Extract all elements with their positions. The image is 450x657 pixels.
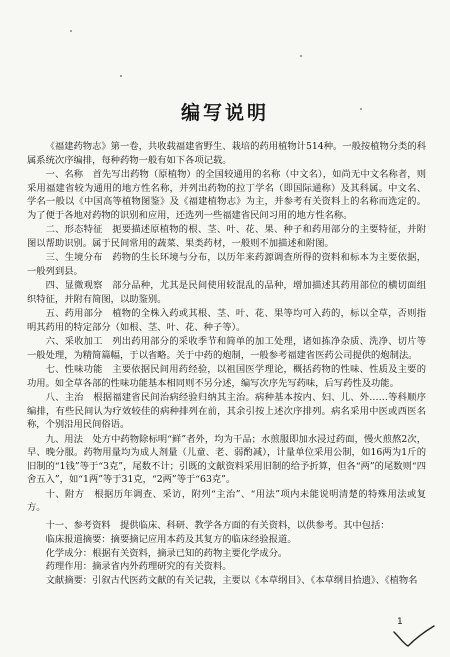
handwritten-check-mark	[392, 624, 436, 650]
intro-paragraph: 《福建药物志》第一卷，共收载福建省野生、栽培的药用植物计514种。一般按植物分类的科属系统次序编排，每种药物一般有如下各项记载。	[27, 141, 426, 166]
subitem-literature: 文献摘要：引叙古代医药文献的有关记载，主要以《本草纲目》、《本草纲目拾遗》、《植物名	[45, 574, 418, 586]
page-title: 编写说明	[180, 102, 269, 124]
section-5-medicinal-part: 五、药用部分 植物的全株入药或其根、茎、叶、花、果等均可入药的，标以全草，否则指明其药用的特定部分（如根、茎、叶、花、种子等）。	[27, 308, 426, 333]
section-9-usage: 九、用法 处方中药物除标明“鲜”者外，均为干品；水煎服即加水浸过药面，慢火煎熬2次，早、晚分服。药物用量均为成人剂量（儿童、老、弱酌减），计量单位采用公制，如16两为1斤的旧制的“1钱”等于“3克”，尾数不计；引既的文献资料采用旧制的给予折算，但各“两”的尾数则“四舍五入”，如“1两”等于31克，“2两”等于“63克”。	[27, 433, 426, 485]
subitem-clinical: 临床报道摘要：摘要摘记应用本药及其复方的临床经验报道。	[45, 534, 297, 545]
scan-speck	[70, 30, 72, 32]
subitem-pharmacology: 药理作用：摘录省内外药理研究的有关资料。	[45, 561, 232, 572]
scan-speck	[360, 108, 362, 110]
section-7-properties: 七、性味功能 主要依据民间用药经验，以祖国医学理论，概括药物的性味、性质及主要的功用。如全草各部的性味功能基本相同则不另分述，编写次序先写药味，后写药性及功能。	[27, 364, 426, 389]
section-4-microscopy: 四、显微观察 部分品种，尤其是民间使用较混乱的品种，增加描述其药用部位的横切面组织特征，并附有简图，以助鉴别。	[27, 280, 426, 305]
section-8-indications: 八、主治 根据福建省民间治病经验归纳其主治。病种基本按内、妇、儿、外……等科顺序编排，有些民间认为疗效较佳的病种排列在前，其余引按上述次序排列。病名采用中医或西医名称，个别沿用民间俗语。	[27, 392, 426, 430]
body-text	[27, 140, 426, 587]
subitem-chemistry: 化学成分：根据有关资料，摘录已知的药物主要化学成分。	[45, 547, 288, 559]
scan-speck	[120, 75, 122, 77]
section-1-name: 一、名称 首先写出药物（原植物）的全国较通用的名称（中文名），如尚无中文名称者，则采用福建省较为通用的地方性名称，并列出药物的拉丁学名（即国际通称）及其科属。中文名、学名一般以《中国高等植物图鉴》及《福建植物志》为主，并参考有关资料上的名称而选定的。为了便于各地对药物的识别和应用，还选列一些福建省民间习用的地方性名称。	[27, 169, 426, 221]
scan-speck	[300, 55, 302, 57]
section-11-references: 十一、参考资料 提供临床、科研、教学各方面的有关资料，以供参考。其中包括：	[45, 519, 390, 531]
section-3-habitat: 三、生境分布 药物的生长环境与分布，以历年来药源调查所得的资料和标本为主要依据，一般列到县。	[27, 252, 426, 277]
page-number: 1	[397, 617, 403, 627]
section-2-morphology: 二、形态特征 扼要描述原植物的根、茎、叶、花、果、种子和药用部分的主要特征，并附图以帮助识别。属于民间常用的蔬菜、果类药材，一般则不加描述和附图。	[27, 224, 426, 249]
section-6-harvest: 六、采收加工 列出药用部分的采收季节和简单的加工处理，诸如拣净杂质、洗净、切片等一般处理，为精简篇幅，于以省略。关于中药的炮制，一般参考福建省医药公司提供的炮制法。	[27, 336, 426, 361]
section-10-prescriptions: 十、附方 根据历年调查、采访，附列“主治”、“用法”项内未能说明清楚的特殊用法或复方。	[27, 488, 426, 513]
